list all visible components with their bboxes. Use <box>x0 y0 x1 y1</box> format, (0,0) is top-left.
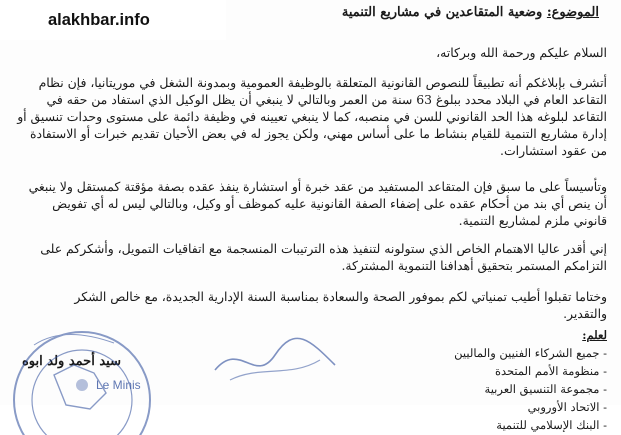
signer-name: سيد أحمد ولد ابوه <box>21 354 121 369</box>
stamp-text: Le Minis <box>96 378 141 392</box>
paragraph-2-line-1: وتأسيساً على ما سبق فإن المتقاعد المستفيد من عقد خبرة أو استشارة ينفذ عقده بصفة مؤقتة كمستقل ولا ينبغي <box>28 179 607 194</box>
paragraph-1-line-3: التقاعد لبلوغه هذا الحد القانوني للسن في منصبه، كما لا ينبغي تعيينه في وظيفة دائمة على مستوى وحدات تنسيق أو <box>17 109 607 124</box>
cc-title: لعلم: <box>582 328 607 342</box>
paragraph-1-line-1: أتشرف بإبلاغكم أنه تطبيقاً للنصوص القانونية المتعلقة بالوظيفة العمومية وبمدونة الشغل في موريتانيا، فإن نظام <box>38 75 607 90</box>
cc-item: - البنك الإسلامي للتنمية <box>496 418 607 432</box>
paragraph-4-line-1: وختاما تقبلوا أطيب تمنياتي لكم بموفور الصحة والسعادة بمناسبة السنة الإدارية الجديدة، مع خالص الشكر <box>74 289 607 304</box>
paragraph-3-line-2: التزامكم المستمر بتحقيق أهدافنا التنموية المشتركة. <box>341 258 607 273</box>
paragraph-1-line-5: من عقود استشارات. <box>500 143 607 158</box>
paragraph-3-line-1: إني أقدر عاليا الاهتمام الخاص الذي ستولونه لتنفيذ هذه الترتيبات المنسجمة مع اتفاقيات التمويل، وأشكركم على <box>40 241 607 256</box>
paragraph-1-line-4: إدارة مشاريع التنمية للقيام بنشاط ما على أساس مهني، ولكن يجوز له في بعض الأحيان تقديم خبرات أو الاستفادة <box>30 126 607 141</box>
cc-item: - منظومة الأمم المتحدة <box>494 364 607 378</box>
subject-text: وضعية المتقاعدين في مشاريع التنمية <box>341 5 543 20</box>
cc-block <box>454 326 607 434</box>
official-stamp <box>0 305 169 435</box>
paragraph-4-line-2: والتقدير. <box>563 306 607 321</box>
cc-item: - الاتحاد الأوروبي <box>527 400 607 414</box>
paragraph-2-line-2: أن ينص أي بند من أحكام عقده على إضفاء الصفة القانونية عليه كموظف أو وكيل، وبالتالي ليس له أي تفويض <box>52 196 607 211</box>
paragraph-2-line-3: قانوني ملزم لمشاريع التنمية. <box>458 213 607 228</box>
paragraph-1-line-2: التقاعد العام في البلاد محدد ببلوغ 63 سنة من العمر وبالتالي لا ينبغي أن يظل الوكيل الذي استفاد من حقه في <box>46 92 607 107</box>
cc-item: - جميع الشركاء الفنيين والماليين <box>454 346 607 360</box>
signature-scribble <box>210 330 340 390</box>
subject-label: الموضوع: <box>546 5 599 20</box>
cc-item: - مجموعة التنسيق العربية <box>484 382 607 396</box>
watermark-logo: alakhbar.info <box>0 0 226 40</box>
greeting: السلام عليكم ورحمة الله وبركاته، <box>436 45 607 60</box>
